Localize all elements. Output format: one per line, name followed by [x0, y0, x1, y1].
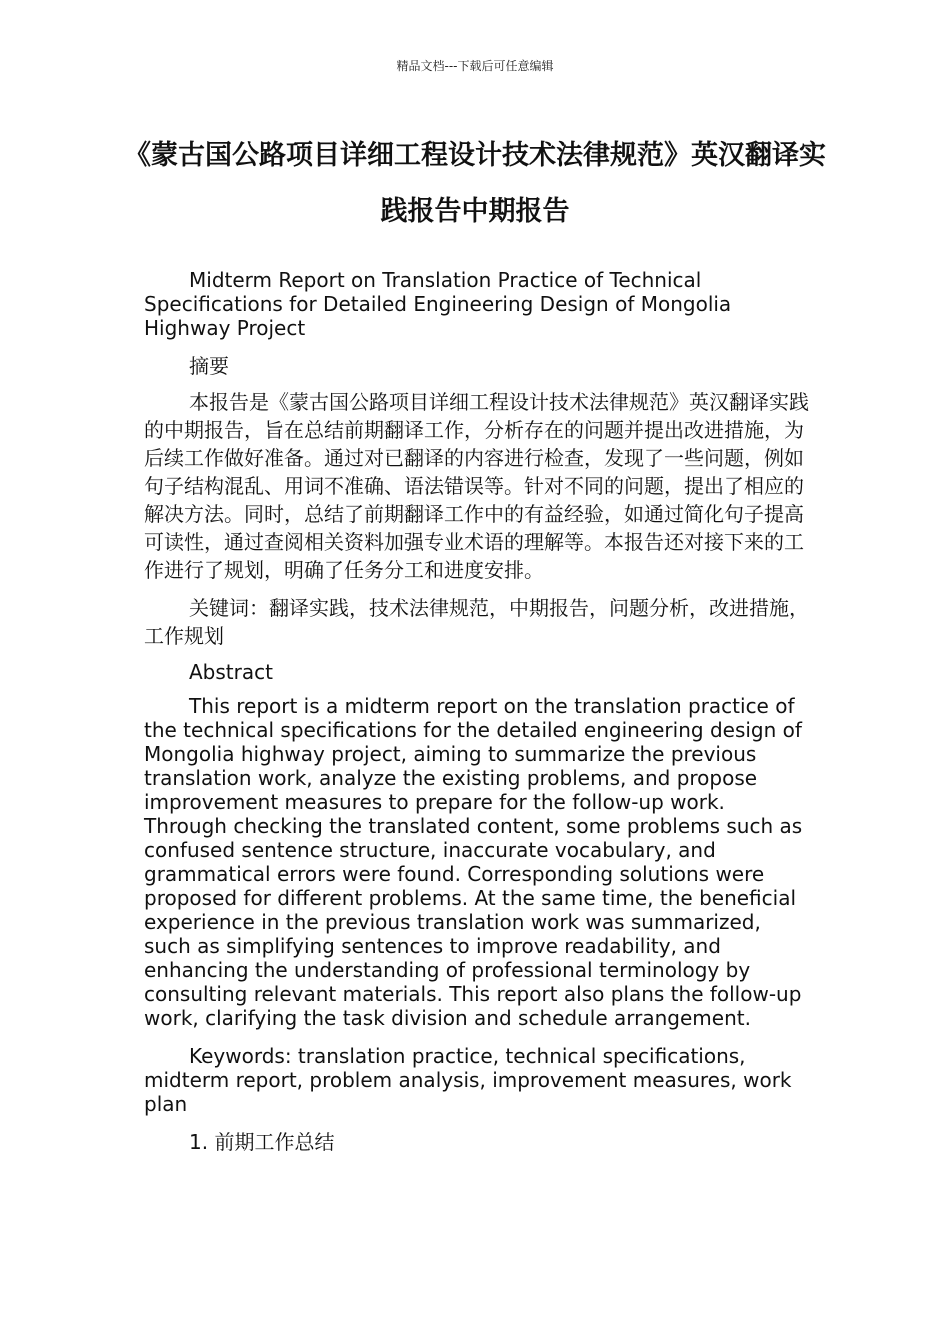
abstract-cn: 本报告是《蒙古国公路项目详细工程设计技术法律规范》英汉翻译实践的中期报告，旨在总结前期翻译工作，分析存在的问题并提出改进措施，为后续工作做好准备。通过对已翻译的内容进行检查，发现了一些问题，例如句子结构混乱、用词不准确、语法错误等。针对不同的问题，提出了相应的解决方法。同时，总结了前期翻译工作中的有益经验，如通过简化句子提高可读性，通过查阅相关资料加强专业术语的理解等。本报告还对接下来的工作进行了规划，明确了任务分工和进度安排。: [144, 390, 809, 582]
english-title: Midterm Report on Translation Practice of Technical Specifications for Detailed Engineering Design of Mongolia Highway Project: [144, 268, 732, 340]
keywords-en: Keywords: translation practice, technical specifications, midterm report, problem analysis, improvement measures, work plan: [144, 1044, 792, 1116]
abstract-en-heading: Abstract: [189, 660, 273, 684]
abstract-cn-heading: 摘要: [189, 354, 229, 378]
document-body: [144, 268, 810, 1168]
document-title: 《蒙古国公路项目详细工程设计技术法律规范》英汉翻译实践报告中期报告: [124, 140, 826, 227]
header-note: 精品文档---下载后可任意编辑: [396, 59, 554, 73]
section-1-heading: 1. 前期工作总结: [189, 1130, 335, 1154]
abstract-en: This report is a midterm report on the translation practice of the technical specifications for the detailed engineering design of Mongolia highway project, aiming to summarize the previous translation work, analyze the existing problems, and propose improvement measures to prepare for the follow-up work. Through checking the translated content, some problems such as confused sentence structure, inaccurate vocabulary, and grammatical errors were found. Corresponding solutions were proposed for different problems. At the same time, the beneficial experience in the previous translation work was summarized, such as simplifying sentences to improve readability, and enhancing the understanding of professional terminology by consulting relevant materials. This report also plans the follow-up work, clarifying the task division and schedule arrangement.: [144, 694, 803, 1030]
keywords-cn: 关键词：翻译实践，技术法律规范，中期报告，问题分析，改进措施，工作规划: [144, 596, 809, 648]
